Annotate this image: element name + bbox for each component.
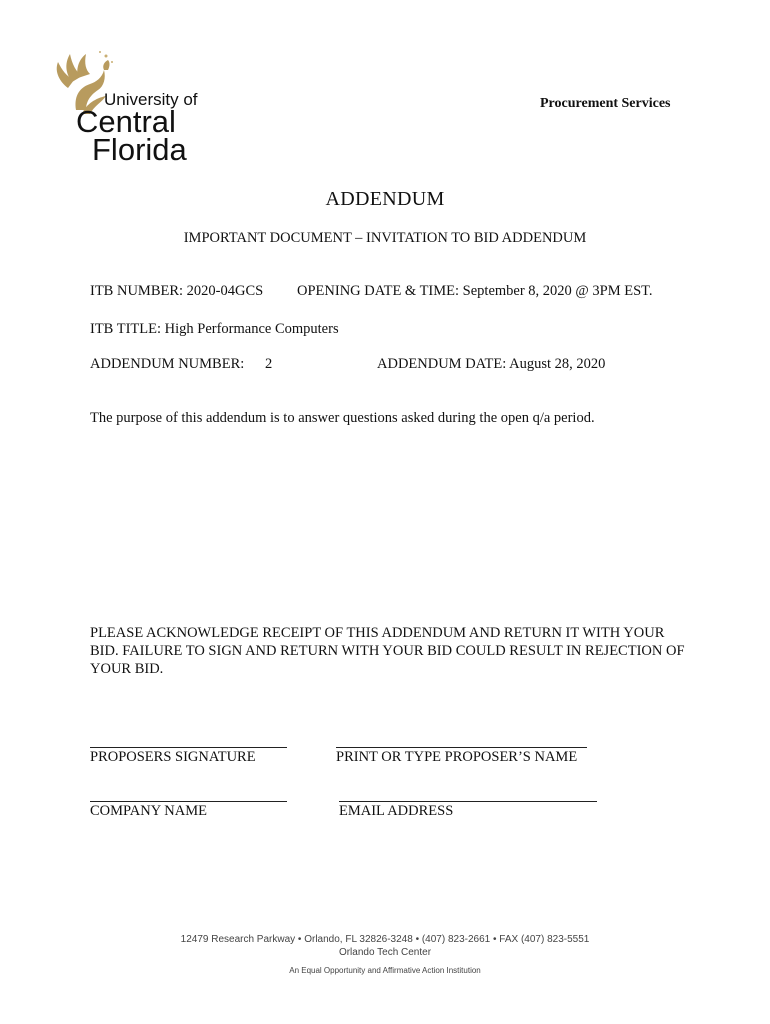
footer-address: 12479 Research Parkway • Orlando, FL 32826-3248 • (407) 823-2661 • FAX (407) 823-5551 <box>180 934 590 945</box>
proposer-name-label: PRINT OR TYPE PROPOSER’S NAME <box>336 749 578 765</box>
proposer-name-line[interactable] <box>336 747 587 748</box>
email-address-label: EMAIL ADDRESS <box>339 803 454 819</box>
logo-line-central: Central <box>76 104 176 139</box>
purpose-statement: The purpose of this addendum is to answer questions asked during the open q/a period. <box>90 410 595 426</box>
itb-number: ITB NUMBER: 2020-04GCS <box>90 283 264 299</box>
opening-date: OPENING DATE & TIME: September 8, 2020 @ 3PM EST. <box>297 283 653 299</box>
logo-line-florida: Florida <box>92 132 187 167</box>
ucf-logo <box>46 48 226 167</box>
addendum-date: ADDENDUM DATE: August 28, 2020 <box>377 356 606 372</box>
document-title: ADDENDUM <box>325 188 445 210</box>
company-name-line[interactable] <box>90 801 287 802</box>
proposer-signature-label: PROPOSERS SIGNATURE <box>90 749 256 765</box>
logo-line-university: University of <box>104 90 198 109</box>
proposer-signature-line[interactable] <box>90 747 287 748</box>
addendum-number-label: ADDENDUM NUMBER: <box>90 356 245 372</box>
addendum-number-value: 2 <box>265 356 273 372</box>
footer-center: Orlando Tech Center <box>338 947 432 958</box>
acknowledgement-notice: PLEASE ACKNOWLEDGE RECEIPT OF THIS ADDENDUM AND RETURN IT WITH YOUR BID. FAILURE TO SIGN AND RETURN WITH YOUR BID COULD RESULT IN REJECTION OF YOUR BID. <box>90 625 685 677</box>
itb-title: ITB TITLE: High Performance Computers <box>90 321 339 337</box>
department-name: Procurement Services <box>540 96 671 111</box>
footer-eeo: An Equal Opportunity and Affirmative Action Institution <box>289 966 481 975</box>
email-address-line[interactable] <box>339 801 597 802</box>
company-name-label: COMPANY NAME <box>90 803 207 819</box>
document-subtitle: IMPORTANT DOCUMENT – INVITATION TO BID ADDENDUM <box>183 230 587 246</box>
